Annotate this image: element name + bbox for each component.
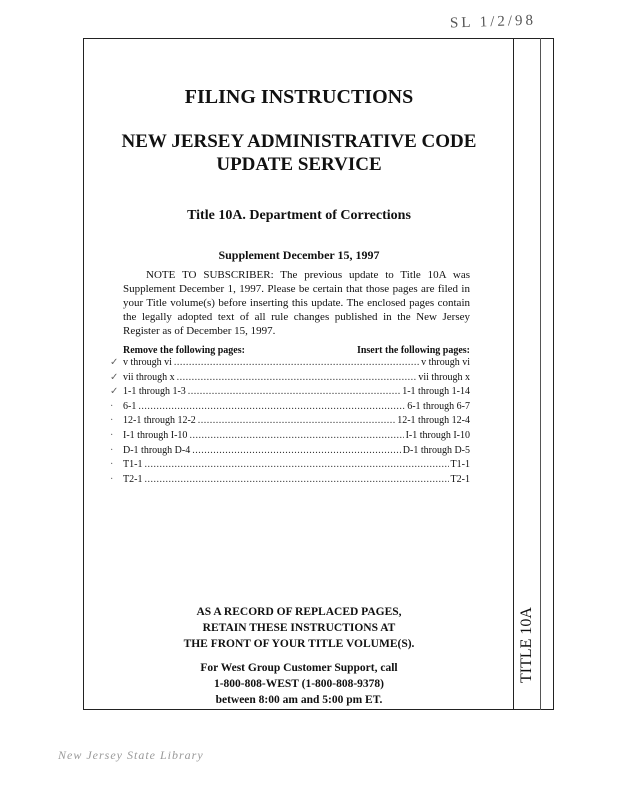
remove-pages: D-1 through D-4 — [123, 444, 191, 456]
support-line: For West Group Customer Support, call — [200, 662, 398, 674]
remove-pages: v through vi — [123, 357, 172, 368]
insert-pages: 12-1 through 12-4 — [397, 415, 470, 427]
spine-label: TITLE 10A — [518, 607, 535, 683]
pages-table — [123, 357, 470, 488]
page-edge-line — [540, 38, 541, 710]
insert-pages: T1-1 — [450, 459, 470, 471]
table-row — [123, 459, 470, 474]
insert-header: Insert the following pages: — [356, 345, 470, 356]
table-row — [123, 445, 470, 460]
check-mark-icon: · — [110, 429, 114, 441]
code-title-line1: NEW JERSEY ADMINISTRATIVE CODE — [121, 131, 477, 152]
check-mark-icon: · — [110, 459, 114, 471]
leader-dots — [198, 415, 395, 426]
code-title — [83, 130, 515, 176]
leader-dots — [144, 474, 448, 485]
table-row — [123, 401, 470, 416]
check-mark-icon: · — [110, 415, 114, 427]
remove-pages: 12-1 through 12-2 — [123, 415, 196, 427]
remove-pages: T1-1 — [123, 459, 143, 471]
insert-pages: T2-1 — [450, 473, 470, 485]
check-marks — [110, 357, 124, 488]
remove-pages: I-1 through I-10 — [123, 429, 188, 441]
record-instructions — [83, 604, 515, 652]
table-row — [123, 372, 470, 387]
record-line: RETAIN THESE INSTRUCTIONS AT — [202, 622, 396, 634]
record-line: AS A RECORD OF REPLACED PAGES, — [196, 606, 402, 618]
check-mark-icon: · — [110, 400, 114, 412]
remove-pages: T2-1 — [123, 473, 143, 485]
insert-pages: I-1 through I-10 — [405, 429, 470, 441]
table-row — [123, 386, 470, 401]
remove-pages: 1-1 through 1-3 — [123, 386, 186, 398]
pages-table-header — [123, 345, 470, 356]
table-row — [123, 474, 470, 489]
remove-header: Remove the following pages: — [123, 345, 245, 356]
insert-pages: v through vi — [421, 357, 470, 368]
insert-pages: vii through x — [418, 371, 470, 383]
check-mark-icon: · — [110, 444, 114, 456]
leader-dots — [144, 459, 448, 470]
document-title: FILING INSTRUCTIONS — [184, 86, 414, 108]
record-line: THE FRONT OF YOUR TITLE VOLUME(S). — [183, 638, 415, 650]
customer-support — [83, 660, 515, 708]
table-row — [123, 430, 470, 445]
check-mark-icon: · — [110, 473, 114, 485]
leader-dots — [174, 357, 419, 368]
leader-dots — [177, 372, 417, 383]
code-title-line2: UPDATE SERVICE — [216, 154, 382, 175]
subscriber-note: NOTE TO SUBSCRIBER: The previous update to Title 10A was Supplement December 1, 1997. Please be certain that those pages are filed in your Title volume(s) before inserting this update. The enclosed pages contain the legally adopted text of all rule changes published in the New Jersey Register as of December 15, 1997. — [123, 269, 470, 337]
library-stamp: New Jersey State Library — [58, 748, 204, 762]
leader-dots — [189, 430, 403, 441]
supplement-date: Supplement December 15, 1997 — [218, 248, 380, 262]
insert-pages: 1-1 through 1-14 — [402, 386, 470, 398]
insert-pages: 6-1 through 6-7 — [407, 400, 470, 412]
support-phone: 1-800-808-WEST (1-800-808-9378) — [213, 678, 385, 690]
check-mark-icon: ✓ — [110, 386, 119, 398]
table-row — [123, 415, 470, 430]
leader-dots — [138, 401, 405, 412]
handwritten-note: SL 1/2/98 — [449, 12, 537, 32]
check-mark-icon: ✓ — [110, 371, 119, 383]
remove-pages: 6-1 — [123, 400, 137, 412]
insert-pages: D-1 through D-5 — [402, 444, 470, 456]
support-hours: between 8:00 am and 5:00 pm ET. — [215, 694, 383, 706]
remove-pages: vii through x — [123, 371, 175, 383]
leader-dots — [192, 445, 401, 456]
table-row — [123, 357, 470, 372]
subject-title: Title 10A. Department of Corrections — [187, 208, 411, 223]
check-mark-icon: ✓ — [110, 357, 119, 368]
leader-dots — [188, 386, 400, 397]
